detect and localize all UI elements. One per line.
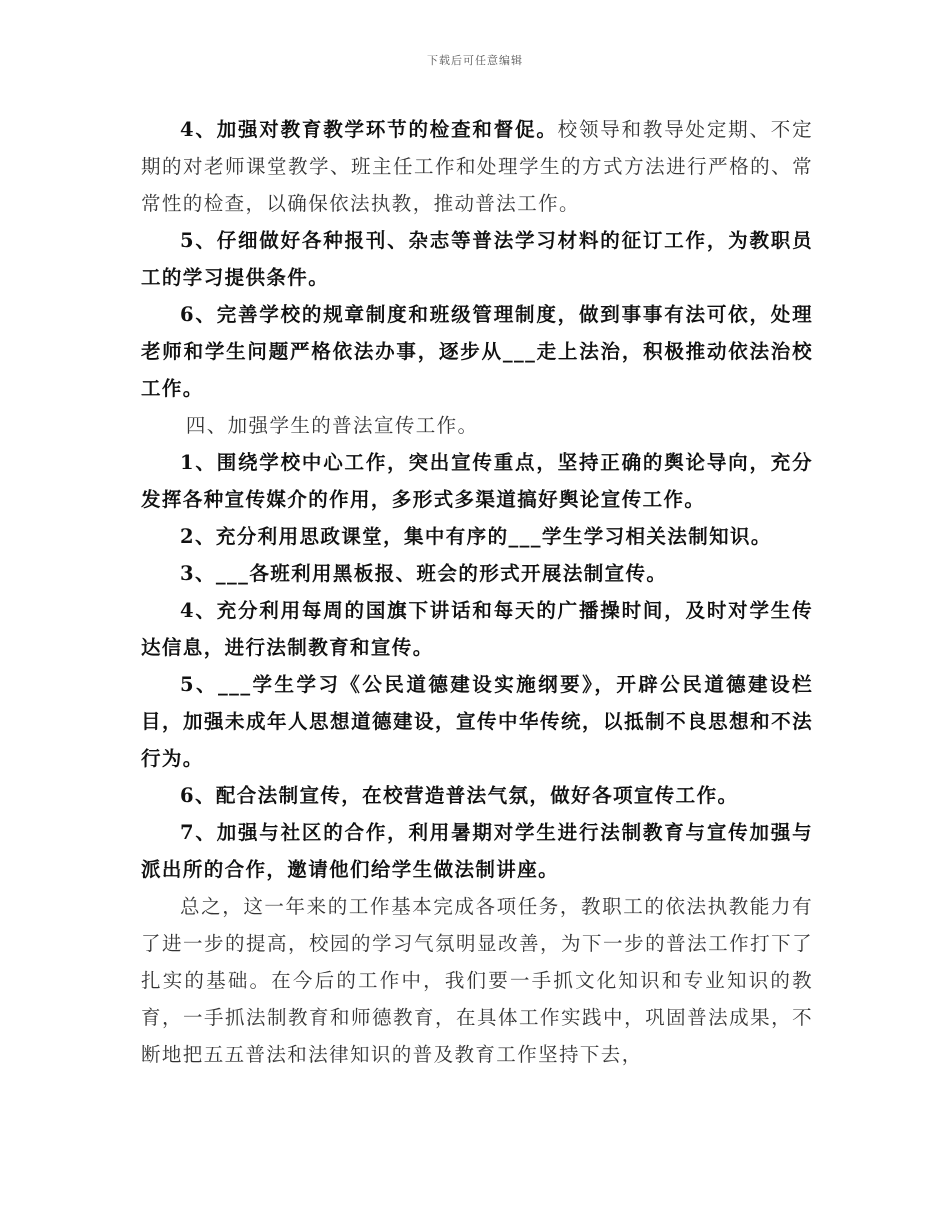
document-body [141, 111, 813, 1073]
paragraph-bold-text: 4、加强对教育教学环节的检查和督促。 [180, 118, 558, 141]
paragraph-item-4-inspection [141, 111, 813, 222]
paragraph-bold-text: 1、围绕学校中心工作，突出宣传重点，坚持正确的舆论导向，充分发挥各种宣传媒介的作用，多形式多渠道搞好舆论宣传工作。 [141, 451, 813, 511]
paragraph-bold-text: 7、加强与社区的合作，利用暑期对学生进行法制教育与宣传加强与派出所的合作，邀请他们给学生做法制讲座。 [141, 821, 813, 881]
paragraph-item-5-subscription [141, 222, 813, 296]
paragraph-item-5-ethics [141, 666, 813, 777]
paragraph-item-7-community [141, 814, 813, 888]
page-header: 下载后可任意编辑 [427, 54, 523, 67]
paragraph-normal-text: 总之，这一年来的工作基本完成各项任务，教职工的依法执教能力有了进一步的提高，校园的学习气氛明显改善，为下一步的普法工作打下了扎实的基础。在今后的工作中，我们要一手抓文化知识和专业知识的教育，一手抓法制教育和师德教育，在具体工作实践中，巩固普法成果，不断地把五五普法和法律知识的普及教育工作坚持下去， [141, 895, 813, 1066]
paragraph-summary [141, 888, 813, 1073]
paragraph-bold-text: 4、充分利用每周的国旗下讲话和每天的广播操时间，及时对学生传达信息，进行法制教育和宣传。 [141, 599, 813, 659]
paragraph-item-4-flag-speech [141, 592, 813, 666]
paragraph-item-3-blackboard [141, 555, 813, 592]
paragraph-bold-text: 2、充分利用思政课堂，集中有序的___学生学习相关法制知识。 [180, 525, 772, 548]
paragraph-item-6-atmosphere [141, 777, 813, 814]
paragraph-bold-text: 5、仔细做好各种报刊、杂志等普法学习材料的征订工作，为教职员工的学习提供条件。 [141, 229, 813, 289]
paragraph-item-2-classroom [141, 518, 813, 555]
paragraph-bold-text: 3、___各班利用黑板报、班会的形式开展法制宣传。 [180, 562, 668, 585]
paragraph-item-1-publicity [141, 444, 813, 518]
section-heading-text: 四、加强学生的普法宣传工作。 [185, 414, 479, 437]
paragraph-item-6-rules [141, 296, 813, 407]
paragraph-bold-text: 6、完善学校的规章制度和班级管理制度，做到事事有法可依，处理老师和学生问题严格依法办事，逐步从___走上法治，积极推动依法治校工作。 [141, 303, 813, 400]
section-heading-four [141, 407, 813, 444]
paragraph-normal-text: 校领导和教导处定期、不定期的对老师课堂教学、班主任工作和处理学生的方式方法进行严格的、常常性的检查，以确保依法执教，推动普法工作。 [141, 118, 813, 215]
paragraph-bold-text: 5、___学生学习《公民道德建设实施纲要》，开辟公民道德建设栏目，加强未成年人思想道德建设，宣传中华传统，以抵制不良思想和不法行为。 [141, 673, 813, 770]
paragraph-bold-text: 6、配合法制宣传，在校营造普法气氛，做好各项宣传工作。 [180, 784, 739, 807]
